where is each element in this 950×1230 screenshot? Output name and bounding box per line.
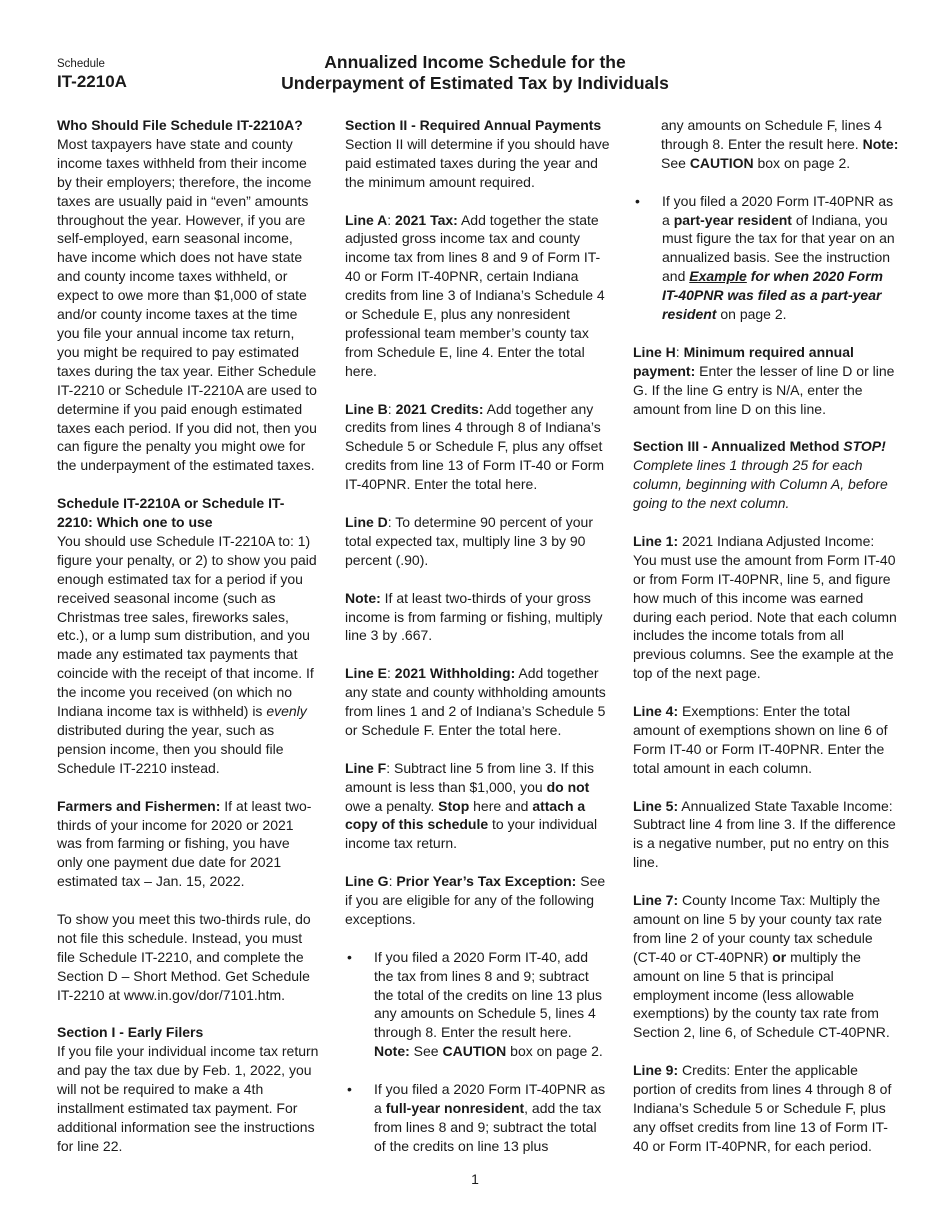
bullet-pyr-text-1: If you filed a 2020 Form IT-40PNR as a [662, 192, 894, 228]
farmers-paragraph [57, 797, 319, 892]
which-text-1: You should use Schedule IT-2210A to: 1) figure your penalty, or 2) to show you paid enough estimated tax for a period if you received seasonal income (such as Christmas tree sales, fireworks sales, etc.), or a lump sum distribution, and you made any estimated tax payments that coincide with the receipt of that income. If the income you received (on which no Indiana income tax is withheld) is [57, 532, 317, 720]
line-f-attach: attach a copy of this schedule [345, 797, 586, 833]
line-h-title: Minimum required annual payment: [633, 343, 854, 379]
column-2 [345, 116, 610, 1175]
line-g-text: See if you are eligible for any of the following exceptions. [345, 873, 606, 927]
which-heading: Schedule IT-2210A or Schedule IT-2210: Which one to use [57, 495, 285, 531]
bullet-marker: • [347, 1081, 352, 1098]
line-d-text: : To determine 90 percent of your total expected tax, multiply line 3 by 90 percent (.90). [345, 513, 593, 568]
bullet-marker: • [347, 948, 352, 965]
line-e-paragraph: Line E: 2021 Withholding: Add together any state and county withholding amounts from lines 1 and 2 of Indiana’s Schedule 5 or Schedule F. Enter the total here. [345, 665, 606, 738]
line-1-text: 2021 Indiana Adjusted Income: You must use the amount from Form IT-40 or from Form IT-40PNR, line 5, and figure how much of this income was earned during each period. Note that each column includes the income totals from all previous columns. See the example at the top of the next page. [633, 532, 897, 682]
section-2-text: Section II will determine if you should have paid estimated taxes during the year and the minimum amount required. [345, 135, 610, 190]
schedule-id: IT-2210A [57, 72, 127, 91]
bullet-fyn-text-2: , add the tax from lines 8 and 9; subtract the total of the credits on line 13 plus [374, 1099, 602, 1154]
bullet-it40-see: See [413, 1043, 439, 1060]
bullet-it40 [345, 948, 610, 1061]
bullet-it40-body [374, 948, 610, 1061]
line-f-text-1: : Subtract line 5 from line 3. If this amount is less than $1,000, you [345, 759, 594, 795]
section-3-heading: Section III - Annualized Method [633, 438, 840, 455]
column-1 [57, 116, 319, 1156]
line-a-label: Line A [345, 211, 388, 228]
line-h-label: Line H [633, 343, 676, 360]
line-7-text-2: multiply the amount on line 5 that is principal employment income (less allowable exemptions) by the county tax rate from Section 2, line 6, of Schedule CT-40PNR. [633, 948, 890, 1041]
line-b-label: Line B [345, 400, 388, 417]
line-5-label: Line 5: [633, 797, 679, 814]
section-3-paragraph [633, 437, 899, 513]
line-e-text: Add together any state and county withholding amounts from lines 1 and 2 of Indiana’s Schedule 5 or Schedule F. Enter the total here. [345, 665, 606, 738]
bullet-part-year-resident [633, 192, 899, 324]
section-3-stop: STOP! [843, 438, 886, 455]
line-d-label: Line D [345, 513, 388, 530]
bullet-pyr-text-3: on page 2. [720, 306, 787, 323]
line-b-text: Add together any credits from lines 4 through 8 of Indiana’s Schedule 5 or Schedule F, plus any offset credits from line 13 of Form IT-40 or Form IT-40PNR. Enter the total here. [345, 400, 605, 493]
line-5-paragraph [633, 797, 899, 873]
bullet-it40-end: box on page 2. [510, 1043, 603, 1060]
line-7-paragraph [633, 891, 899, 1042]
line-4-paragraph [633, 702, 899, 778]
line-g-title: Prior Year’s Tax Exception: [396, 873, 577, 890]
line-f-text-4: to your individual income tax return. [345, 816, 598, 852]
bullet-pyr-body [662, 192, 899, 324]
line-9-text: Credits: Enter the applicable portion of credits from lines 4 through 8 of Indiana’s Schedule 5 or Schedule F, plus any offset credits from line 13 of Form IT-40 or Form IT-40PNR, for each period. [633, 1062, 892, 1154]
which-text-2: distributed during the year, such as pension income, then you should file Schedule IT-2210 instead. [57, 721, 284, 776]
bullet-pyr-emphasis: for when 2020 Form IT-40PNR was filed as a part-year resident [662, 268, 883, 323]
continuation-end: box on page 2. [757, 154, 851, 171]
line-a-text: Add together the state adjusted gross income tax and county income tax from lines 8 and 9 of Form IT-40 or Form IT-40PNR, certain Indiana credits from line 3 of Indiana’s Schedule 4 or Schedule E, plus any nonresident professional team member’s county tax from Schedule E, line 4. Enter the total here. [345, 211, 605, 379]
line-7-or: or [772, 948, 787, 965]
which-emphasis: evenly [266, 703, 307, 720]
line-f-stop: Stop [438, 797, 470, 814]
line-7-label: Line 7: [633, 892, 679, 909]
line-g-paragraph: Line G: Prior Year’s Tax Exception: See if you are eligible for any of the following exceptions. [345, 873, 606, 927]
bullet-pyr-text-2: of Indiana, you must figure the tax for that year on an annualized basis. See the instruction and [662, 211, 895, 285]
line-4-text: Exemptions: Enter the total amount of exemptions shown on line 6 of Form IT-40 or Form IT-40PNR. Enter the total amount in each column. [633, 703, 888, 776]
who-heading: Who Should File Schedule IT-2210A? [57, 117, 303, 133]
bullet-marker: • [635, 192, 640, 209]
bullet-fyn-bold: full-year nonresident [385, 1099, 525, 1116]
continuation-caution: CAUTION [689, 154, 754, 171]
farmers-heading: Farmers and Fishermen: [57, 797, 221, 814]
bullet-fyn-text-1: If you filed a 2020 Form IT-40PNR as a [374, 1081, 606, 1116]
line-g-label: Line G [345, 873, 389, 890]
schedule-label: Schedule [57, 58, 105, 70]
title-line-1: Annualized Income Schedule for the [324, 52, 626, 72]
line-f-label: Line F [345, 759, 387, 776]
title-line-2: Underpayment of Estimated Tax by Individuals [281, 73, 669, 93]
line-1-paragraph [633, 532, 899, 683]
line-e-title: 2021 Withholding: [394, 665, 516, 682]
section-2 [345, 116, 610, 192]
bullet-pyr-bold: part-year resident [673, 211, 792, 228]
continuation-text: any amounts on Schedule F, lines 4 through 8. Enter the result here. [661, 117, 883, 152]
line-5-text: Annualized State Taxable Income: Subtract line 4 from line 3. If the difference is a negative number, put no entry on this line. [633, 797, 896, 871]
section-3-instruction: Complete lines 1 through 25 for each column, beginning with Column A, before going to the next column. [633, 457, 888, 512]
bullet-pyr-example: Example [689, 268, 747, 285]
line-f-text-3: here and [473, 797, 529, 814]
bullet-it40-note: Note: [374, 1043, 410, 1060]
line-9-paragraph [633, 1061, 899, 1156]
line-1-label: Line 1: [633, 532, 679, 549]
line-d-paragraph [345, 513, 610, 570]
who-should-file-section [57, 116, 319, 475]
line-4-label: Line 4: [633, 703, 679, 720]
note-label: Note: [345, 589, 381, 606]
bullet-it40-caution: CAUTION [442, 1043, 507, 1060]
early-filers-section [57, 1023, 319, 1155]
line-h-paragraph: Line H: Minimum required annual payment: Enter the lesser of line D or line G. If the line G entry is N/A, enter the amount from line D on this line. [633, 343, 895, 417]
note-text: If at least two-thirds of your gross income is from farming or fishing, multiply line 3 by .667. [345, 589, 603, 644]
which-one-section [57, 494, 319, 778]
farmers-text: If at least two-thirds of your income for 2020 or 2021 was from farming or fishing, you have only one payment due date for 2021 estimated tax – Jan. 15, 2022. [57, 797, 312, 890]
line-b-paragraph: Line B: 2021 Credits: Add together any credits from lines 4 through 8 of Indiana’s Schedule 5 or Schedule F, plus any offset credits from line 13 of Form IT-40 or Form IT-40PNR. Enter the total here. [345, 400, 605, 493]
page-number: 1 [471, 1171, 479, 1187]
section-2-heading: Section II - Required Annual Payments [345, 117, 602, 133]
continuation-see: See [661, 154, 686, 171]
line-7-text-1: County Income Tax: Multiply the amount on line 5 by your county tax rate from line 2 of your county tax schedule (CT-40 or CT-40PNR) [633, 892, 883, 965]
early-filers-heading: Section I - Early Filers [57, 1024, 204, 1041]
line-h-text: Enter the lesser of line D or line G. If the line G entry is N/A, enter the amount from line D on this line. [633, 362, 895, 417]
two-thirds-rule-paragraph: To show you meet this two-thirds rule, do not file this schedule. Instead, you must file Schedule IT-2210, and complete the Section D – Short Method. Get Schedule IT-2210 at www.in.gov/dor/7101.htm. [57, 911, 311, 1003]
line-f-do-not: do not [546, 778, 590, 795]
who-text: Most taxpayers have state and county income taxes withheld from their income by their employers; therefore, the income taxes are usually paid in “even” amounts throughout the year. However, if you are self-employed, earn seasonal income, have income which does not have state and county income taxes withheld, or expect to owe more than $1,000 of state and/or county income taxes at the time you file your annual income tax return, you might be required to pay estimated taxes during the tax year. Either Schedule IT-2210 or Schedule IT-2210A are used to determine if you paid enough estimated taxes each period. If you did not, then you can figure the penalty you might owe for the underpayment of the estimated taxes. [57, 135, 317, 474]
bullet-full-year-nonresident [345, 1080, 610, 1156]
line-a-paragraph: Line A: 2021 Tax: Add together the state adjusted gross income tax and county income tax from lines 8 and 9 of Form IT-40 or Form IT-40PNR, certain Indiana credits from line 3 of Indiana’s Schedule 4 or Schedule E, plus any nonresident professional team member’s county tax from Schedule E, line 4. Enter the total here. [345, 211, 605, 379]
column-3 [633, 116, 899, 1175]
continuation-note: Note: [862, 135, 899, 152]
line-b-title: 2021 Credits: [395, 400, 484, 417]
line-9-label: Line 9: [633, 1062, 679, 1079]
line-f-paragraph [345, 759, 610, 854]
bullet-continuation [633, 116, 899, 173]
line-a-title: 2021 Tax: [395, 211, 458, 228]
line-f-text-2: owe a penalty. [345, 797, 435, 814]
bullet-it40-text: If you filed a 2020 Form IT-40, add the tax from lines 8 and 9; subtract the total of the credits on line 13 plus any amounts on Schedule 5, lines 4 through 8. Enter the result here. [374, 948, 603, 1041]
bullet-fyn-body [374, 1080, 610, 1156]
early-filers-text: If you file your individual income tax return and pay the tax due by Feb. 1, 2022, you will not be required to make a 4th installment estimated tax payment. For additional information see the instructions for line 22. [57, 1043, 319, 1154]
line-e-label: Line E [345, 665, 388, 682]
page-title [230, 52, 720, 94]
note-paragraph [345, 589, 610, 646]
